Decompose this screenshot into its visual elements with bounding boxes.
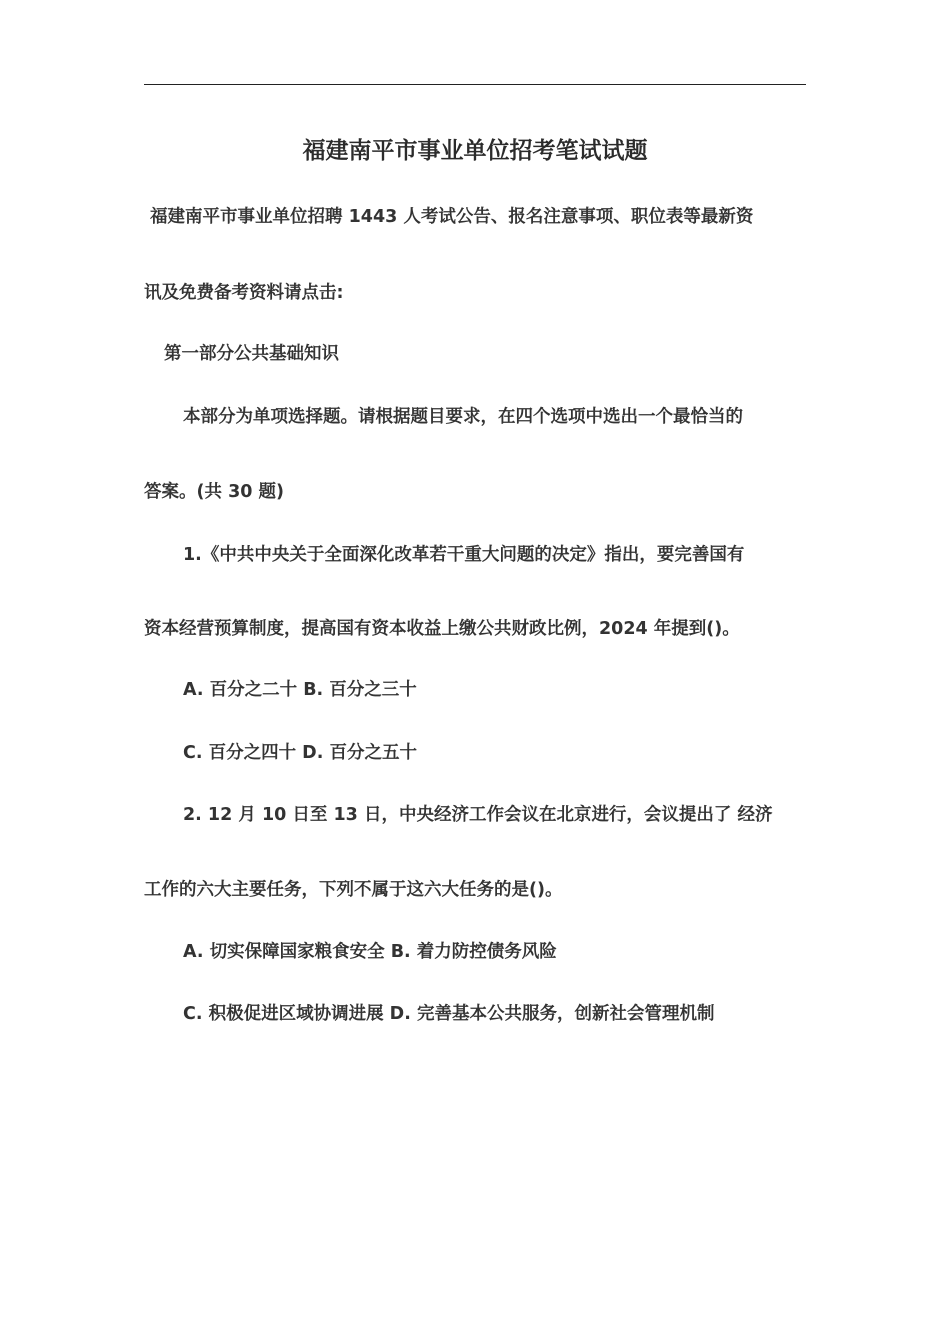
- question-1-stem-line-1: 1.《中共中央关于全面深化改革若干重大问题的决定》指出，要完善国有: [183, 545, 745, 565]
- question-1-options-ab: A. 百分之二十 B. 百分之三十: [183, 680, 417, 700]
- header-rule: [144, 84, 806, 85]
- intro-line-1: 福建南平市事业单位招聘 1443 人考试公告、报名注意事项、职位表等最新资: [150, 207, 754, 227]
- instructions-line-2: 答案。(共 30 题): [144, 482, 285, 502]
- question-2-options-cd: C. 积极促进区域协调进展 D. 完善基本公共服务，创新社会管理机制: [183, 1004, 715, 1024]
- document-title: 福建南平市事业单位招考笔试试题: [302, 138, 648, 164]
- instructions-line-1: 本部分为单项选择题。请根据题目要求，在四个选项中选出一个最恰当的: [183, 407, 743, 427]
- question-1-options-cd: C. 百分之四十 D. 百分之五十: [183, 743, 417, 763]
- question-1-stem-line-2: 资本经营预算制度，提高国有资本收益上缴公共财政比例，2024 年提到()。: [144, 619, 740, 639]
- section-heading: 第一部分公共基础知识: [164, 344, 339, 364]
- question-2-options-ab: A. 切实保障国家粮食安全 B. 着力防控债务风险: [183, 942, 557, 962]
- question-2-stem-line-1: 2. 12 月 10 日至 13 日，中央经济工作会议在北京进行，会议提出了 经济: [183, 805, 773, 825]
- question-2-stem-line-2: 工作的六大主要任务，下列不属于这六大任务的是()。: [144, 880, 563, 900]
- intro-line-2: 讯及免费备考资料请点击:: [144, 283, 344, 303]
